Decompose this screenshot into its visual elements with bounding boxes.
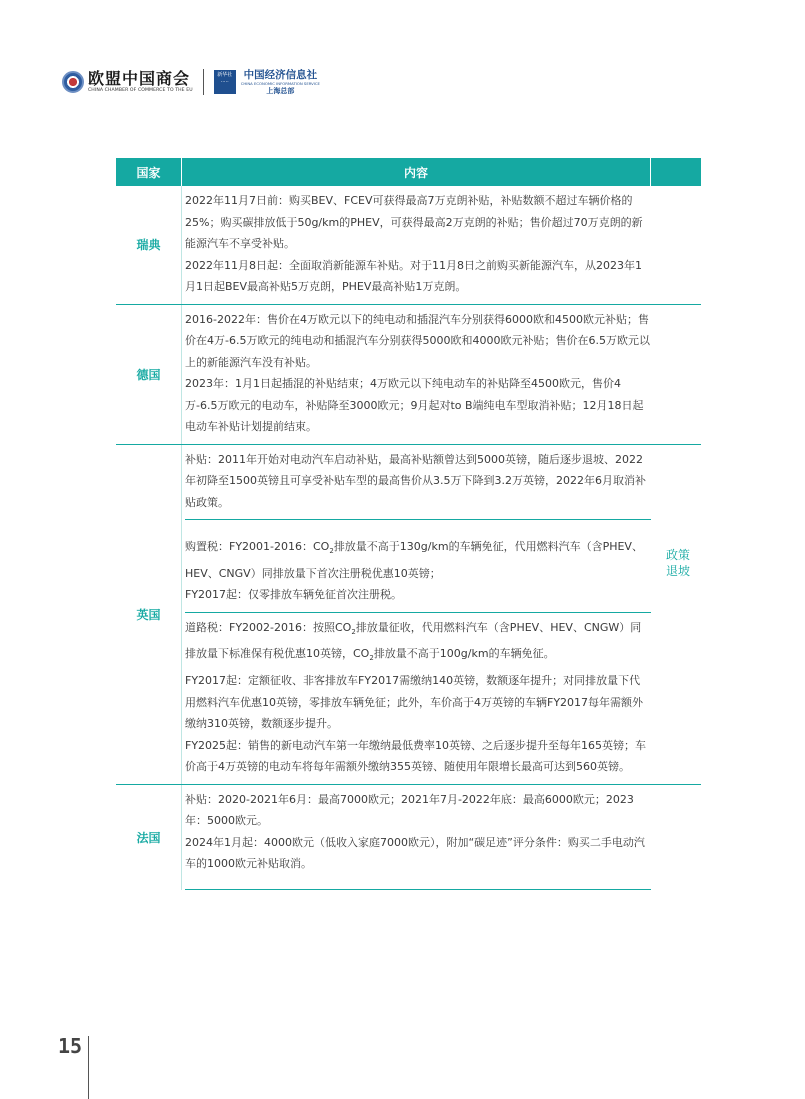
uk-subsidy <box>185 445 651 521</box>
ceis-logo <box>214 69 320 95</box>
ceis-name-cn: 中国经济信息社 <box>243 69 318 81</box>
uk-subsidy-text: 补贴：2011年开始对电动汽车启动补贴，最高补贴额曾达到5000英镑，随后逐步退坡、2022年初降至1500英镑且可享受补贴车型的最高售价从3.5万下降到3.2万英镑，2022年6月取消补贴政策。 <box>185 452 646 509</box>
logo-divider <box>203 69 204 95</box>
policy-phaseout-note: 政策退坡 <box>665 548 690 578</box>
table-header <box>116 158 701 186</box>
uk-purchase-tax-text: 购置税：FY2001-2016：$CO_2$排放量不高于130g/km的车辆免征，代用燃料汽车（含PHEV、HEV、CNGV）同排放量下首次注册税优惠10英镑； <box>185 540 643 580</box>
ceis-branch: 上海总部 <box>266 86 295 95</box>
country-germany: 德国 <box>116 305 182 444</box>
table-row-germany <box>116 305 701 445</box>
page-number: 15 <box>58 1034 83 1058</box>
table-row-uk <box>116 445 701 785</box>
ceis-name-en: CHINA ECONOMIC INFORMATION SERVICE <box>240 81 320 86</box>
france-content <box>185 785 651 890</box>
sweden-line-1: 2022年11月7日前：购买BEV、FCEV可获得最高7万克朗补贴，补贴数额不超过车辆价格的25%；购买碳排放低于50g/km的PHEV，可获得最高2万克朗的补贴；售价超过70万克朗的新能源汽车不享受补贴。 <box>185 194 643 250</box>
germany-line-1: 2016-2022年：售价在4万欧元以下的纯电动和插混汽车分别获得6000欧和4500欧元补贴；售价在4万-6.5万欧元的纯电动和插混汽车分别获得5000欧和4000欧元补贴；售价在6.5万欧元以上的新能源汽车没有补贴。 <box>185 312 650 369</box>
france-line-1: 补贴：2020-2021年6月：最高7000欧元；2021年7月-2022年底：最高6000欧元；2023年：5000欧元。 <box>185 792 634 828</box>
page-number-line <box>88 1036 89 1099</box>
germany-line-2: 2023年：1月1日起插混的补贴结束；4万欧元以下纯电动车的补贴降至4500欧元，售价4万-6.5万欧元的电动车，补贴降至3000欧元；9月起对to B端纯电车型取消补贴；12月18日起电动车补贴计划提前结束。 <box>185 377 644 433</box>
sweden-line-2: 2022年11月8日起：全面取消新能源车补贴。对于11月8日之前购买新能源汽车，从2023年1月1日起BEV最高补贴5万克朗，PHEV最高补贴1万克朗。 <box>185 258 642 293</box>
header-content: 内容 <box>182 158 651 186</box>
uk-road-tax-2025: FY2025起：销售的新电动汽车第一年缴纳最低费率10英镑、之后逐步提升至每年165英镑；车价高于4万英镑的电动车将每年需额外缴纳355英镑、随使用年限增长最高可达到560英镑。 <box>185 738 647 774</box>
chamber-name-en: CHINA CHAMBER OF COMMERCE TO THE EU <box>88 88 193 93</box>
table-row-sweden <box>116 186 701 305</box>
uk-road-tax <box>185 613 651 784</box>
germany-content <box>185 305 651 444</box>
eu-chamber-logo <box>62 70 193 94</box>
header-extra <box>651 158 701 186</box>
policy-table <box>116 158 701 890</box>
ceis-logo-icon: 新华社 ····· <box>214 70 236 94</box>
uk-purchase-tax-2017: FY2017起：仅零排放车辆免征首次注册税。 <box>185 588 403 602</box>
header <box>62 62 320 102</box>
country-sweden: 瑞典 <box>116 186 182 304</box>
chamber-name-cn: 欧盟中国商会 <box>88 69 191 88</box>
uk-purchase-tax <box>185 532 651 613</box>
table-row-france <box>116 785 701 890</box>
country-france: 法国 <box>116 785 182 890</box>
uk-road-tax-text: 道路税：FY2002-2016：按照$CO_2$排放量征收，代用燃料汽车（含PHEV、HEV、CNGW）同排放量下标准保有税优惠10英镑，$CO_2$排放量不高于100g/km的车辆免征。 <box>185 620 642 663</box>
chamber-seal-icon <box>62 71 84 93</box>
country-uk: 英国 <box>116 445 182 784</box>
header-country: 国家 <box>116 158 182 186</box>
uk-road-tax-2017: FY2017起：定额征收、非客排放车FY2017需缴纳140英镑，数额逐年提升；对同排放量下代用燃料汽车优惠10英镑，零排放车辆免征；此外，车价高于4万英镑的车辆FY2017每年需额外缴纳310英镑，数额逐步提升。 <box>185 674 644 731</box>
france-line-2: 2024年1月起：4000欧元（低收入家庭7000欧元），附加“碳足迹”评分条件：购买二手电动汽车的1000欧元补贴取消。 <box>185 835 645 871</box>
sweden-content <box>185 186 651 304</box>
